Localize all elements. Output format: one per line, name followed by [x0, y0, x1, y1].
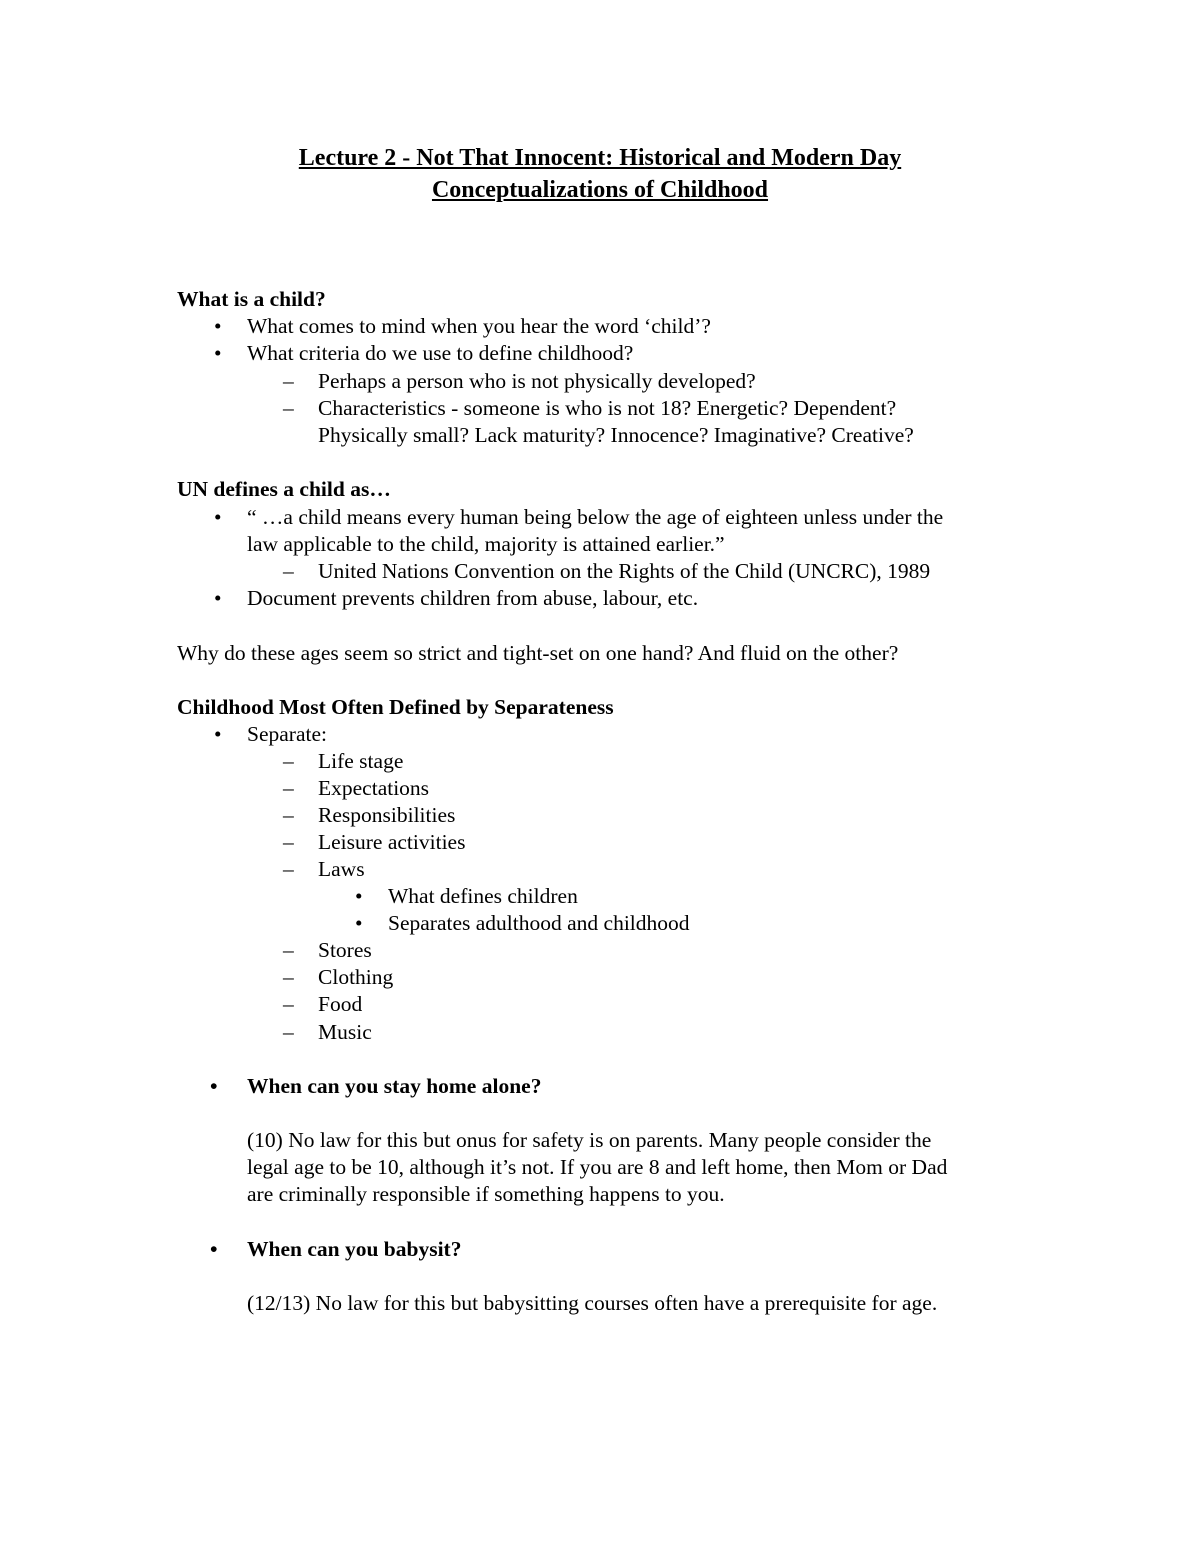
list-item: Clothing	[318, 965, 394, 989]
list-item-continuation: Physically small? Lack maturity? Innocence? Imaginative? Creative?	[318, 423, 914, 447]
title-line-2: Conceptualizations of Childhood	[431, 177, 769, 203]
answer-paragraph: (10) No law for this but onus for safety is on parents. Many people consider the	[247, 1128, 932, 1152]
title-line-1: Lecture 2 - Not That Innocent: Historical and Modern Day	[298, 145, 902, 171]
list-item: Expectations	[318, 776, 430, 800]
dash-icon: –	[283, 396, 294, 420]
list-item: What criteria do we use to define childhood?	[247, 341, 634, 365]
list-item: Stores	[318, 938, 372, 962]
list-item: Leisure activities	[318, 830, 466, 854]
dash-icon: –	[283, 938, 294, 962]
answer-paragraph: are criminally responsible if something happens to you.	[247, 1182, 725, 1206]
list-item: Food	[318, 992, 363, 1016]
dash-icon: –	[283, 369, 294, 393]
list-item: Perhaps a person who is not physically developed?	[318, 369, 756, 393]
bullet-icon: •	[210, 1237, 218, 1261]
bullet-icon: •	[210, 1074, 218, 1098]
dash-icon: –	[283, 830, 294, 854]
dash-icon: –	[283, 559, 294, 583]
list-item: What comes to mind when you hear the word ‘child’?	[247, 314, 711, 338]
section-heading-un-defines: UN defines a child as…	[177, 477, 391, 501]
answer-paragraph: legal age to be 10, although it’s not. If you are 8 and left home, then Mom or Dad	[247, 1155, 948, 1179]
section-heading-separateness: Childhood Most Often Defined by Separateness	[177, 695, 614, 719]
list-item: Responsibilities	[318, 803, 456, 827]
list-item: “ …a child means every human being below the age of eighteen unless under the	[247, 505, 944, 529]
list-item: Characteristics - someone is who is not 18? Energetic? Dependent?	[318, 396, 897, 420]
question-heading-babysit: When can you babysit?	[247, 1237, 462, 1261]
list-item: Music	[318, 1020, 372, 1044]
bullet-icon: •	[214, 341, 222, 365]
dash-icon: –	[283, 1020, 294, 1044]
dash-icon: –	[283, 857, 294, 881]
section-heading-what-is-child: What is a child?	[177, 287, 326, 311]
bullet-icon: •	[214, 314, 222, 338]
list-item: Separate:	[247, 722, 327, 746]
list-item: What defines children	[388, 884, 578, 908]
list-item: Laws	[318, 857, 365, 881]
dash-icon: –	[283, 992, 294, 1016]
answer-paragraph: (12/13) No law for this but babysitting courses often have a prerequisite for age.	[247, 1291, 938, 1315]
dash-icon: –	[283, 965, 294, 989]
list-item: Document prevents children from abuse, labour, etc.	[247, 586, 699, 610]
question-paragraph: Why do these ages seem so strict and tight-set on one hand? And fluid on the other?	[177, 641, 899, 665]
bullet-icon: •	[355, 911, 363, 935]
question-heading-home-alone: When can you stay home alone?	[247, 1074, 542, 1098]
dash-icon: –	[283, 803, 294, 827]
dash-icon: –	[283, 776, 294, 800]
list-item: Separates adulthood and childhood	[388, 911, 690, 935]
bullet-icon: •	[214, 722, 222, 746]
bullet-icon: •	[214, 505, 222, 529]
dash-icon: –	[283, 749, 294, 773]
list-item: Life stage	[318, 749, 404, 773]
bullet-icon: •	[214, 586, 222, 610]
list-item: United Nations Convention on the Rights of the Child (UNCRC), 1989	[318, 559, 931, 583]
list-item-continuation: law applicable to the child, majority is attained earlier.”	[247, 532, 725, 556]
bullet-icon: •	[355, 884, 363, 908]
